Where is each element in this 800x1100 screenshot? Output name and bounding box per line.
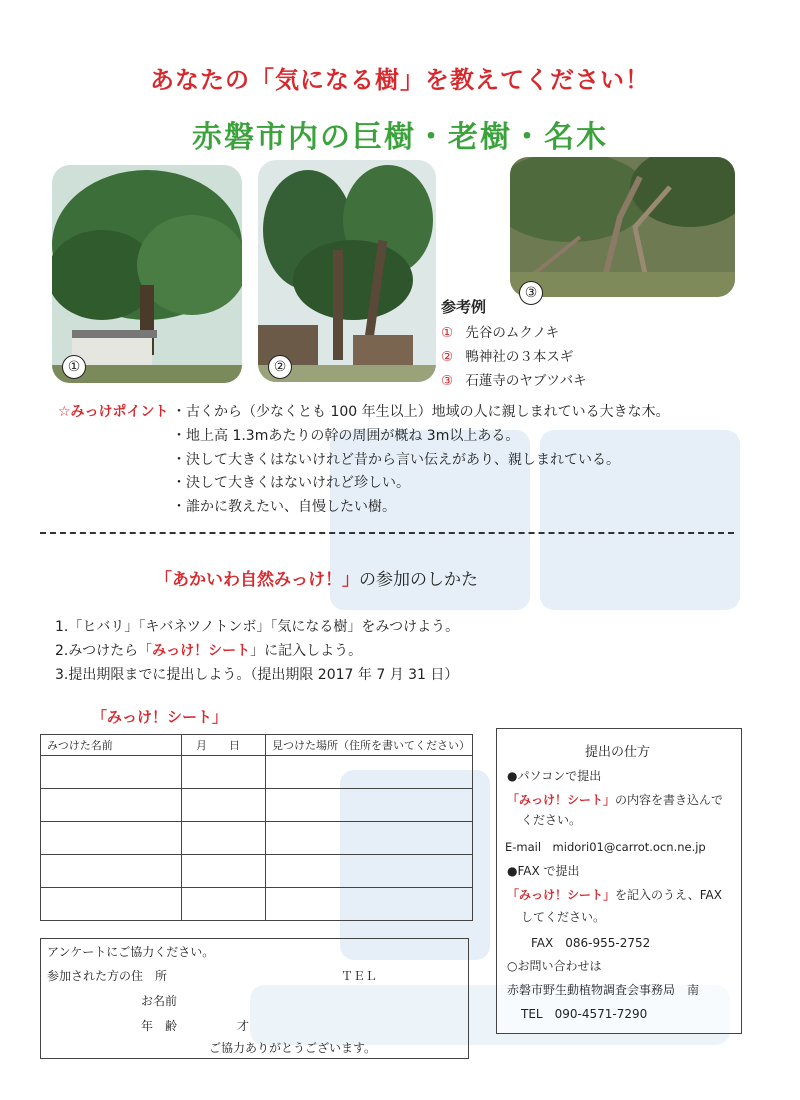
survey-name-label: お名前	[141, 994, 178, 1008]
submission-pc-highlight: 「みっけ！シート」	[507, 793, 616, 807]
sheet-label: 「みっけ！シート」	[92, 708, 228, 726]
survey-age-label: 年 齢	[141, 1019, 178, 1033]
submission-fax-instruction-2: してください。	[521, 910, 606, 924]
reference-item	[441, 321, 559, 341]
submission-fax-instruction	[507, 886, 722, 903]
tree-photo-2	[258, 160, 436, 382]
submission-pc-instruction	[507, 791, 723, 808]
step-2	[55, 640, 362, 660]
point-item: ・決して大きくはないけれど昔から言い伝えがあり、親しまれている。	[172, 452, 620, 468]
column-header-month: 月	[196, 739, 207, 752]
reference-item	[441, 345, 573, 365]
table-header-row	[41, 735, 473, 756]
submission-office: 赤磐市野生動植物調査会事務局 南	[507, 983, 700, 997]
point-item: ・決して大きくはないけれど珍しい。	[172, 475, 410, 491]
reference-item	[441, 369, 587, 389]
reference-title: 参考例	[441, 298, 487, 316]
submission-fax-highlight: 「みっけ！シート」	[507, 888, 616, 902]
reference-item-text: 鴨神社の３本スギ	[465, 349, 574, 365]
column-header-place: 見つけた場所（住所を書いてください）	[266, 735, 473, 756]
submission-fax-heading: ●FAX で提出	[507, 864, 580, 878]
photo-number-1: ①	[62, 355, 86, 379]
step-2-post: 」に記入しよう。	[250, 643, 363, 659]
survey-age-unit: 才	[237, 1019, 250, 1033]
point-item: ・古くから（少なくとも 100 年生以上）地域の人に親しまれている大きな木。	[172, 404, 670, 420]
survey-box	[40, 938, 469, 1059]
submission-pc-rest: の内容を書き込んで	[615, 793, 724, 807]
submission-title: 提出の仕方	[585, 745, 651, 760]
submission-pc-heading: ●パソコンで提出	[507, 769, 602, 783]
photo-number-3: ③	[519, 281, 543, 305]
point-item: ・誰かに教えたい、自慢したい樹。	[172, 499, 396, 515]
survey-intro: アンケートにご協力ください。	[47, 945, 215, 959]
section-divider	[40, 532, 734, 534]
reference-item-number: ③	[441, 373, 454, 389]
page-subtitle: 赤磐市内の巨樹・老樹・名木	[192, 120, 608, 155]
submission-inquiry: ○お問い合わせは	[507, 959, 602, 973]
reference-item-text: 先谷のムクノキ	[465, 325, 560, 341]
submission-email[interactable]: E-mail midori01@carrot.ocn.ne.jp	[505, 840, 706, 854]
participation-title-highlight: 「あかいわ自然みっけ！」	[155, 570, 359, 590]
submission-fax-number: FAX 086-955-2752	[531, 936, 651, 950]
submission-box	[496, 728, 742, 1034]
table-row[interactable]	[41, 789, 473, 822]
step-3: 3.提出期限までに提出しよう。（提出期限 2017 年 7 月 31 日）	[55, 667, 459, 683]
reference-item-number: ②	[441, 349, 454, 365]
column-header-day: 日	[229, 739, 240, 752]
step-2-pre: 2.みつけたら「	[55, 643, 153, 659]
column-header-name: みつけた名前	[41, 735, 182, 756]
table-row[interactable]	[41, 822, 473, 855]
points-label: ☆みっけポイント	[58, 404, 169, 420]
reference-item-number: ①	[441, 325, 454, 341]
step-2-highlight: みっけ！シート	[152, 643, 251, 659]
survey-address-label: 参加された方の住 所	[47, 969, 168, 983]
participation-title-rest: の参加のしかた	[359, 570, 478, 590]
survey-tel-label: ＴＥＬ	[341, 969, 378, 983]
submission-fax-rest: を記入のうえ、FAX	[615, 888, 722, 902]
tree-photo-1	[52, 165, 242, 383]
table-row[interactable]	[41, 888, 473, 921]
table-row[interactable]	[41, 756, 473, 789]
submission-tel: TEL 090-4571-7290	[521, 1007, 648, 1021]
mikke-sheet-table	[40, 734, 473, 921]
page-title: あなたの「気になる樹」を教えてください！	[150, 66, 650, 94]
survey-thanks: ご協力ありがとうございます。	[209, 1041, 377, 1055]
photo-number-2: ②	[268, 355, 292, 379]
point-item: ・地上高 1.3mあたりの幹の周囲が概ね 3m以上ある。	[172, 428, 520, 444]
step-1: 1.「ヒバリ」「キバネツノトンボ」「気になる樹」をみつけよう。	[55, 619, 460, 635]
tree-photo-3	[510, 157, 735, 297]
table-row[interactable]	[41, 855, 473, 888]
participation-title	[155, 565, 478, 590]
submission-pc-instruction-2: ください。	[521, 813, 582, 827]
reference-item-text: 石蓮寺のヤブツバキ	[465, 373, 587, 389]
column-header-date	[182, 735, 266, 756]
